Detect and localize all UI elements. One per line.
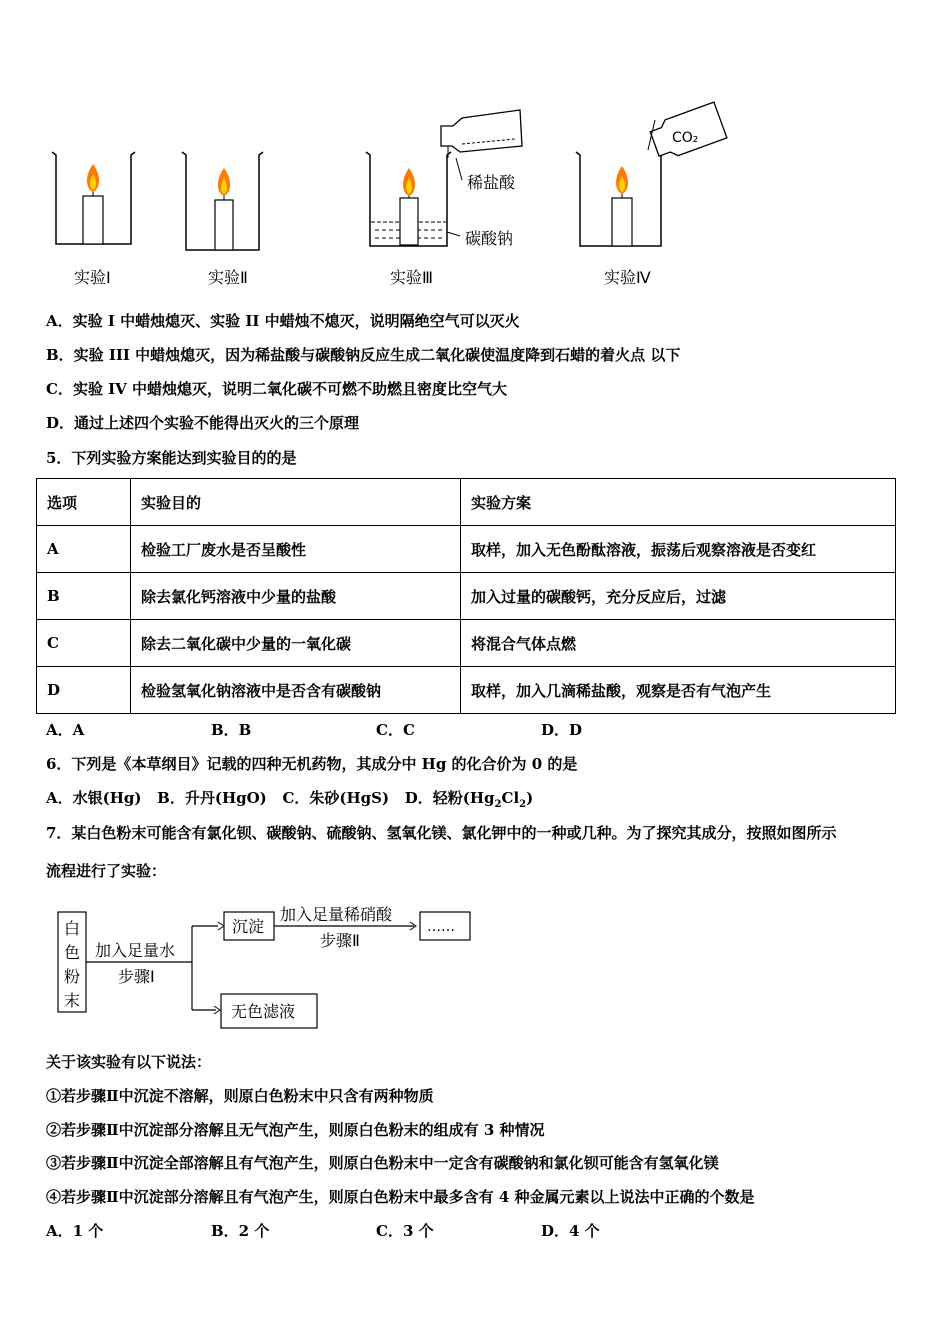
start-char-1: 白 xyxy=(63,919,81,938)
q7-choices xyxy=(46,1221,600,1241)
header-option: 选项 xyxy=(37,479,131,526)
q7-statement-1: ①若步骤Ⅱ中沉淀不溶解，则原白色粉末中只含有两种物质 xyxy=(46,1087,434,1105)
q7-statement-2: ②若步骤Ⅱ中沉淀部分溶解且无气泡产生，则原白色粉末的组成有 3 种情况 xyxy=(46,1121,545,1139)
q6-options xyxy=(46,788,533,815)
start-char-3: 粉 xyxy=(63,967,81,986)
filtrate-box: 无色滤液 xyxy=(231,1002,296,1021)
q7-choice-a: A．1 个 xyxy=(46,1222,104,1240)
q5-choice-d: D．D xyxy=(541,721,583,739)
q6-option-a: A．水银(Hg) xyxy=(46,789,142,807)
q7-statement-4: ④若步骤Ⅱ中沉淀部分溶解且有气泡产生，则原白色粉末中最多含有 4 种金属元素以上说法中正确的个数是 xyxy=(46,1188,755,1206)
q7-choice-b: B．2 个 xyxy=(211,1222,270,1240)
caption-exp-2: 实验Ⅱ xyxy=(208,268,248,287)
caption-exp-4: 实验Ⅳ xyxy=(604,268,651,287)
caption-exp-3: 实验Ⅲ xyxy=(390,268,434,287)
q5-choice-a: A．A xyxy=(46,721,85,739)
step2-label: 步骤Ⅱ xyxy=(320,931,360,950)
table-row xyxy=(37,526,896,573)
row-a-option: A xyxy=(37,526,131,573)
table-row xyxy=(37,667,896,714)
step1-label: 步骤Ⅰ xyxy=(118,967,155,986)
header-purpose: 实验目的 xyxy=(131,479,461,526)
q5-table xyxy=(36,478,896,714)
q7-choice-c: C．3 个 xyxy=(376,1222,434,1240)
table-header-row xyxy=(37,479,896,526)
q5-stem: 5．下列实验方案能达到实验目的的是 xyxy=(46,449,297,467)
q7-intro: 关于该实验有以下说法： xyxy=(46,1053,212,1071)
row-a-method: 取样，加入无色酚酞溶液，振荡后观察溶液是否变红 xyxy=(461,526,896,573)
row-d-option: D xyxy=(37,667,131,714)
row-a-purpose: 检验工厂废水是否呈酸性 xyxy=(131,526,461,573)
row-d-purpose: 检验氢氧化钠溶液中是否含有碳酸钠 xyxy=(131,667,461,714)
row-c-option: C xyxy=(37,620,131,667)
caption-exp-1: 实验Ⅰ xyxy=(74,268,111,287)
q6-option-d: D．轻粉$(Hg_2Cl_2)$ xyxy=(404,789,534,810)
precipitate-box: 沉淀 xyxy=(232,917,265,936)
reagent-bottom-label: 碳酸钠 xyxy=(465,229,514,248)
q4-option-b: B．实验 III 中蜡烛熄灭，因为稀盐酸与碳酸钠反应生成二氧化碳使温度降到石蜡的着火点 以下 xyxy=(46,346,681,364)
flow-diagram xyxy=(0,890,950,1050)
q5-choice-c: C．C xyxy=(376,721,415,739)
result-box: …… xyxy=(427,919,455,935)
row-b-purpose: 除去氯化钙溶液中少量的盐酸 xyxy=(131,573,461,620)
q7-stem-line2: 流程进行了实验： xyxy=(46,862,167,880)
q7-statement-3: ③若步骤Ⅱ中沉淀全部溶解且有气泡产生，则原白色粉末中一定含有碳酸钠和氯化钡可能含有氢氧化镁 xyxy=(46,1154,719,1172)
table-row xyxy=(37,573,896,620)
row-c-method: 将混合气体点燃 xyxy=(461,620,896,667)
q5-choices xyxy=(46,720,582,740)
beaker-4 xyxy=(576,102,727,246)
q6-stem: 6．下列是《本草纲目》记载的四种无机药物，其成分中 Hg 的化合价为 0 的是 xyxy=(46,755,578,773)
reagent-top-label: 稀盐酸 xyxy=(467,173,516,192)
q6-option-c: C．朱砂(HgS) xyxy=(282,789,390,807)
table-row xyxy=(37,620,896,667)
row-c-purpose: 除去二氧化碳中少量的一氧化碳 xyxy=(131,620,461,667)
experiment-figure xyxy=(0,0,950,310)
beaker-1 xyxy=(52,152,135,244)
q7-stem-line1: 7．某白色粉末可能含有氯化钡、碳酸钠、硫酸钠、氢氧化镁、氯化钾中的一种或几种。为了探究其成分，按照如图所示 xyxy=(46,824,837,842)
gas-label: CO₂ xyxy=(672,130,699,146)
start-char-2: 色 xyxy=(63,943,81,962)
row-d-method: 取样，加入几滴稀盐酸，观察是否有气泡产生 xyxy=(461,667,896,714)
header-method: 实验方案 xyxy=(461,479,896,526)
row-b-option: B xyxy=(37,573,131,620)
q4-option-d: D．通过上述四个实验不能得出灭火的三个原理 xyxy=(46,414,360,432)
step1-action: 加入足量水 xyxy=(95,941,176,960)
q5-choice-b: B．B xyxy=(211,721,252,739)
row-b-method: 加入过量的碳酸钙，充分反应后，过滤 xyxy=(461,573,896,620)
q4-option-a: A．实验 I 中蜡烛熄灭、实验 II 中蜡烛不熄灭，说明隔绝空气可以灭火 xyxy=(46,312,520,330)
beaker-2 xyxy=(182,152,263,250)
start-char-4: 末 xyxy=(63,991,81,1010)
q7-choice-d: D．4 个 xyxy=(541,1222,600,1240)
q4-option-c: C．实验 IV 中蜡烛熄灭，说明二氧化碳不可燃不助燃且密度比空气大 xyxy=(46,380,508,398)
step2-action: 加入足量稀硝酸 xyxy=(280,905,393,924)
q6-option-b: B．升丹(HgO) xyxy=(157,789,267,807)
